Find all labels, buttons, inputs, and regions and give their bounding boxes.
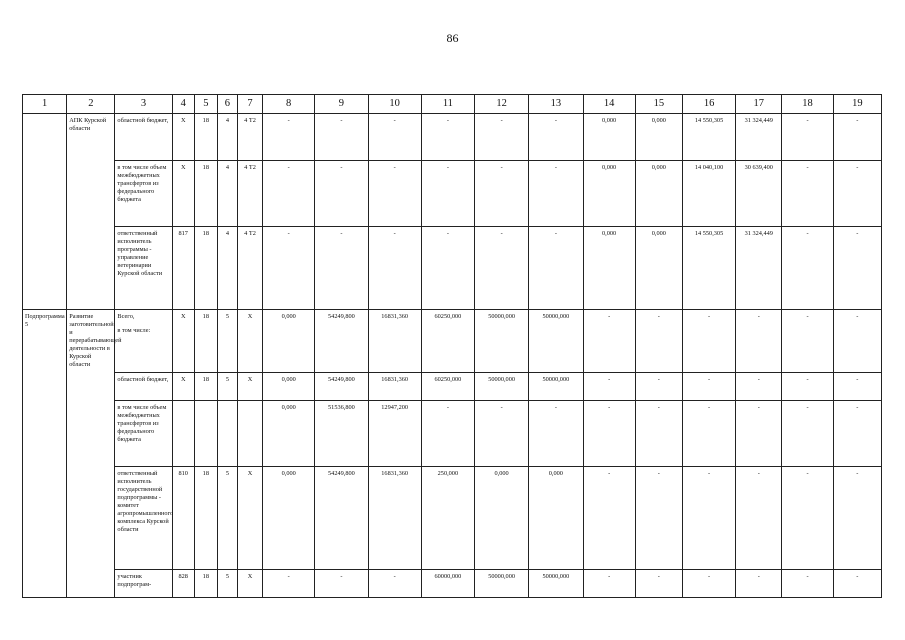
header-cell: 4 — [172, 95, 194, 114]
value-cell — [237, 400, 262, 466]
subprogram-cell: Подпрограмма 5 — [23, 310, 67, 373]
value-cell: X — [237, 372, 262, 400]
value-cell: 18 — [194, 372, 217, 400]
value-cell: - — [833, 372, 881, 400]
value-cell: 18 — [194, 466, 217, 569]
value-cell: 4 Т2 — [237, 114, 262, 161]
value-cell: 0,000 — [583, 227, 635, 310]
value-cell: 4 Т2 — [237, 161, 262, 227]
header-cell: 8 — [263, 95, 315, 114]
program-name-cell — [67, 466, 115, 569]
subprogram-cell — [23, 569, 67, 597]
value-cell: - — [682, 466, 735, 569]
funding-source-label: областной бюджет, — [117, 375, 169, 383]
header-cell: 11 — [421, 95, 474, 114]
funding-source-label: Всего, — [117, 313, 135, 320]
value-cell: - — [736, 569, 782, 597]
value-cell: - — [529, 114, 583, 161]
value-cell: 60250,000 — [421, 372, 474, 400]
header-cell: 15 — [635, 95, 682, 114]
value-cell: X — [237, 310, 262, 373]
value-cell: 31 324,449 — [736, 227, 782, 310]
value-cell: - — [315, 569, 368, 597]
value-cell: - — [736, 372, 782, 400]
program-name-cell — [67, 161, 115, 227]
value-cell: 810 — [172, 466, 194, 569]
subprogram-cell — [23, 372, 67, 400]
value-cell: - — [263, 114, 315, 161]
value-cell: 0,000 — [475, 466, 529, 569]
value-cell: 50000,000 — [529, 310, 583, 373]
table-row — [23, 227, 882, 310]
funding-source-label: областной бюджет, — [117, 117, 169, 124]
value-cell — [194, 400, 217, 466]
value-cell: - — [421, 400, 474, 466]
value-cell: 14 040,100 — [682, 161, 735, 227]
value-cell: 50000,000 — [475, 310, 529, 373]
value-cell: - — [475, 400, 529, 466]
value-cell: 5 — [217, 372, 237, 400]
value-cell: - — [475, 161, 529, 227]
value-cell: - — [635, 466, 682, 569]
value-cell: 817 — [172, 227, 194, 310]
table-row — [23, 114, 882, 161]
table-row — [23, 161, 882, 227]
header-cell: 18 — [782, 95, 833, 114]
subprogram-cell — [23, 161, 67, 227]
value-cell: 54249,800 — [315, 466, 368, 569]
funding-source-cell — [115, 372, 172, 400]
header-cell: 17 — [736, 95, 782, 114]
value-cell: - — [833, 466, 881, 569]
value-cell: - — [368, 114, 421, 161]
value-cell: - — [635, 310, 682, 373]
value-cell: - — [529, 227, 583, 310]
value-cell: - — [263, 569, 315, 597]
value-cell: - — [833, 310, 881, 373]
value-cell: 50000,000 — [529, 569, 583, 597]
value-cell — [172, 400, 194, 466]
value-cell: 828 — [172, 569, 194, 597]
value-cell: - — [682, 310, 735, 373]
header-cell: 10 — [368, 95, 421, 114]
value-cell: 30 639,400 — [736, 161, 782, 227]
value-cell: - — [736, 400, 782, 466]
value-cell: 250,000 — [421, 466, 474, 569]
value-cell: - — [583, 310, 635, 373]
value-cell: - — [475, 227, 529, 310]
value-cell: - — [635, 400, 682, 466]
value-cell: 4 — [217, 161, 237, 227]
value-cell: - — [315, 227, 368, 310]
value-cell: 0,000 — [529, 466, 583, 569]
header-cell: 16 — [682, 95, 735, 114]
value-cell: - — [635, 372, 682, 400]
header-cell: 2 — [67, 95, 115, 114]
subprogram-cell — [23, 227, 67, 310]
value-cell: - — [833, 114, 881, 161]
value-cell: 0,000 — [263, 310, 315, 373]
value-cell: 16831,360 — [368, 466, 421, 569]
value-cell: X — [172, 161, 194, 227]
value-cell: - — [833, 161, 881, 227]
header-cell: 1 — [23, 95, 67, 114]
value-cell: 16831,360 — [368, 310, 421, 373]
header-cell: 7 — [237, 95, 262, 114]
value-cell: - — [782, 372, 833, 400]
value-cell: 4 — [217, 114, 237, 161]
header-cell: 5 — [194, 95, 217, 114]
table-row — [23, 569, 882, 597]
value-cell: - — [583, 466, 635, 569]
value-cell: - — [682, 400, 735, 466]
value-cell: - — [635, 569, 682, 597]
value-cell: 12947,200 — [368, 400, 421, 466]
funding-source-cell — [115, 161, 172, 227]
header-cell: 6 — [217, 95, 237, 114]
value-cell: 0,000 — [263, 372, 315, 400]
value-cell: - — [583, 372, 635, 400]
value-cell: - — [682, 372, 735, 400]
value-cell: - — [583, 400, 635, 466]
value-cell: - — [782, 466, 833, 569]
value-cell: 0,000 — [583, 161, 635, 227]
value-cell: 18 — [194, 227, 217, 310]
value-cell: 16831,360 — [368, 372, 421, 400]
funding-source-label: ответственный исполнитель государственной подпрограммы - комитет агропромышленного комплекса Курской области — [117, 469, 174, 533]
value-cell: - — [833, 569, 881, 597]
header-cell: 13 — [529, 95, 583, 114]
value-cell: 0,000 — [635, 227, 682, 310]
value-cell: - — [368, 227, 421, 310]
subprogram-cell — [23, 466, 67, 569]
header-cell: 3 — [115, 95, 172, 114]
budget-table — [22, 94, 882, 598]
value-cell: - — [263, 227, 315, 310]
value-cell: - — [782, 569, 833, 597]
value-cell: - — [833, 400, 881, 466]
value-cell: - — [421, 161, 474, 227]
header-cell: 9 — [315, 95, 368, 114]
table-row — [23, 372, 882, 400]
value-cell: 31 324,449 — [736, 114, 782, 161]
value-cell: - — [782, 400, 833, 466]
value-cell: - — [736, 466, 782, 569]
value-cell: 60250,000 — [421, 310, 474, 373]
value-cell: 5 — [217, 310, 237, 373]
table-row — [23, 400, 882, 466]
column-number-row — [23, 95, 882, 114]
value-cell: 18 — [194, 114, 217, 161]
funding-source-cell — [115, 569, 172, 597]
funding-source-cell — [115, 466, 172, 569]
header-cell: 12 — [475, 95, 529, 114]
value-cell: - — [421, 227, 474, 310]
table-row — [23, 466, 882, 569]
value-cell: 51536,800 — [315, 400, 368, 466]
value-cell: - — [782, 114, 833, 161]
value-cell: X — [237, 569, 262, 597]
funding-source-label: в том числе объем межбюджетных трансфертов из федерального бюджета — [117, 164, 167, 203]
value-cell: - — [475, 114, 529, 161]
table-row — [23, 310, 882, 373]
value-cell: - — [529, 161, 583, 227]
value-cell: 14 550,305 — [682, 227, 735, 310]
value-cell: 50000,000 — [529, 372, 583, 400]
value-cell: 0,000 — [583, 114, 635, 161]
value-cell: 0,000 — [263, 466, 315, 569]
value-cell: 0,000 — [635, 114, 682, 161]
value-cell: X — [237, 466, 262, 569]
value-cell: - — [315, 161, 368, 227]
value-cell: 18 — [194, 310, 217, 373]
value-cell: - — [782, 310, 833, 373]
funding-source-cell — [115, 227, 172, 310]
value-cell — [217, 400, 237, 466]
value-cell: - — [682, 569, 735, 597]
program-name-cell — [67, 372, 115, 400]
funding-source-label: ответственный исполнитель программы - управление ветеринарии Курской области — [117, 230, 163, 277]
program-name-cell: АПК Курской области — [67, 114, 115, 161]
value-cell: 5 — [217, 569, 237, 597]
header-cell: 19 — [833, 95, 881, 114]
header-cell: 14 — [583, 95, 635, 114]
funding-source-cell — [115, 310, 172, 373]
value-cell: - — [583, 569, 635, 597]
value-cell: 4 Т2 — [237, 227, 262, 310]
program-name-cell — [67, 569, 115, 597]
value-cell: 18 — [194, 569, 217, 597]
value-cell: - — [421, 114, 474, 161]
funding-source-sublabel: в том числе: — [117, 327, 151, 334]
funding-source-cell — [115, 114, 172, 161]
funding-source-cell — [115, 400, 172, 466]
value-cell: 5 — [217, 466, 237, 569]
value-cell: - — [315, 114, 368, 161]
program-name-cell — [67, 227, 115, 310]
value-cell: 14 550,305 — [682, 114, 735, 161]
value-cell: 0,000 — [635, 161, 682, 227]
value-cell: 50000,000 — [475, 569, 529, 597]
program-name-cell: Развитие заготовительной и перерабатывающей деятельности в Курской области — [67, 310, 115, 373]
value-cell: X — [172, 372, 194, 400]
value-cell: 54249,800 — [315, 310, 368, 373]
value-cell: - — [782, 161, 833, 227]
funding-source-label: в том числе объем межбюджетных трансфертов из федерального бюджета — [117, 403, 167, 443]
value-cell: 18 — [194, 161, 217, 227]
value-cell: - — [368, 569, 421, 597]
value-cell: X — [172, 310, 194, 373]
value-cell: - — [833, 227, 881, 310]
value-cell: X — [172, 114, 194, 161]
value-cell: 54249,800 — [315, 372, 368, 400]
subprogram-cell — [23, 400, 67, 466]
value-cell: 4 — [217, 227, 237, 310]
value-cell: - — [368, 161, 421, 227]
funding-source-label: участник подпрограм- — [117, 572, 152, 588]
value-cell: - — [736, 310, 782, 373]
program-name-cell — [67, 400, 115, 466]
value-cell: 60000,000 — [421, 569, 474, 597]
value-cell: - — [529, 400, 583, 466]
page-number: 86 — [446, 31, 459, 45]
subprogram-cell — [23, 114, 67, 161]
value-cell: 50000,000 — [475, 372, 529, 400]
value-cell: - — [782, 227, 833, 310]
value-cell: - — [263, 161, 315, 227]
value-cell: 0,000 — [263, 400, 315, 466]
